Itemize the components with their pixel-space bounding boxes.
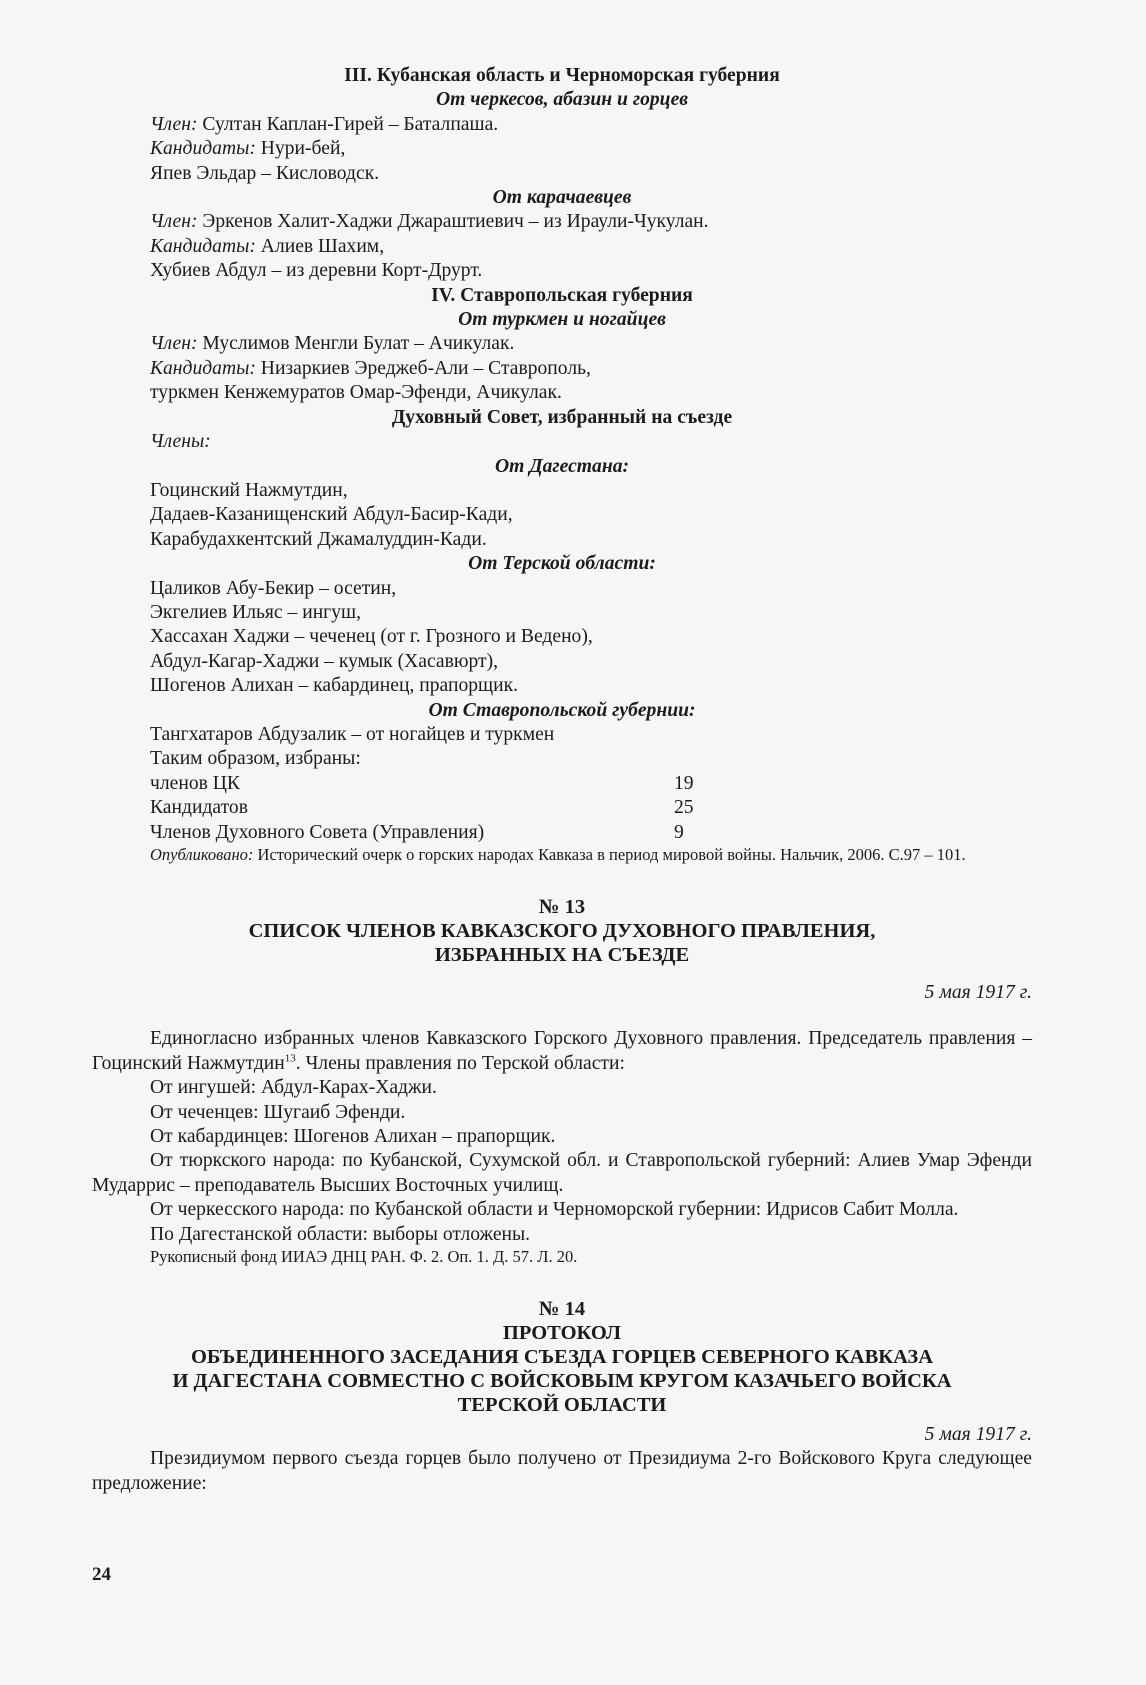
section3-candidates2 — [92, 235, 1032, 259]
footnote-ref: 13 — [284, 1052, 296, 1065]
section3-heading: III. Кубанская область и Черноморская губерния — [344, 65, 780, 86]
council-dagestan-heading: От Дагестана: — [494, 455, 630, 477]
doc14-title-line2: ОБЪЕДИНЕННОГО ЗАСЕДАНИЯ СЪЕЗДА ГОРЦЕВ СЕВЕРНОГО КАВКАЗА — [190, 1346, 934, 1369]
council-terek-4: Шогенов Алихан – кабардинец, прапорщик. — [150, 675, 519, 697]
section4-group-heading: От туркмен и ногайцев — [458, 309, 666, 331]
section4-member — [92, 332, 1032, 356]
doc13-source: Рукописный фонд ИИАЭ ДНЦ РАН. Ф. 2. Оп. 1. Д. 57. Л. 20. — [150, 1247, 578, 1267]
doc13-paragraph4: По Дагестанской области: выборы отложены. — [150, 1223, 531, 1245]
doc13-date: 5 мая 1917 г. — [924, 982, 1032, 1003]
council-stavropol-heading: От Ставропольской губернии: — [428, 699, 696, 721]
member-name: Эркенов Халит-Хаджи Джараштиевич – из Ираули-Чукулан. — [202, 211, 709, 233]
summary-value: 19 — [674, 772, 694, 794]
section3-candidate1b: Япев Эльдар – Кисловодск. — [150, 162, 380, 184]
doc13-title-line2: ИЗБРАННЫХ НА СЪЕЗДЕ — [434, 944, 690, 966]
doc13-line-1: От чеченцев: Шугаиб Эфенди. — [150, 1101, 406, 1123]
summary-row — [92, 796, 1032, 820]
council-dagestan-0: Гоцинский Нажмутдин, — [150, 479, 348, 501]
council-terek-heading: От Терской области: — [468, 553, 656, 575]
council-members-label: Члены: — [150, 431, 211, 453]
section3-candidates1 — [92, 137, 1032, 161]
summary-label: Кандидатов — [150, 797, 248, 819]
doc13-number: № 13 — [538, 896, 586, 918]
council-heading: Духовный Совет, избранный на съезде — [391, 406, 733, 428]
council-stavropol: Тангхатаров Абдузалик – от ногайцев и туркмен — [150, 723, 555, 745]
doc14-title-line1: ПРОТОКОЛ — [502, 1322, 622, 1345]
summary-row — [92, 821, 1032, 845]
candidates-label: Кандидаты: — [150, 357, 256, 379]
doc14-paragraph1: Президиумом первого съезда горцев было получено от Президиума 2-го Войскового Круга следующее предложение: — [92, 1448, 1032, 1494]
member-name: Султан Каплан-Гирей – Баталпаша. — [202, 113, 499, 135]
published-note — [92, 845, 1032, 865]
doc13-p1-tail: . Члены правления по Терской области: — [295, 1052, 625, 1074]
section3-group2-heading: От карачаевцев — [492, 187, 632, 209]
doc13-paragraph1 — [92, 1027, 1032, 1076]
council-terek-0: Цаликов Абу-Бекир – осетин, — [150, 577, 397, 599]
page-number: 24 — [92, 1564, 111, 1585]
doc14-title-line4: ТЕРСКОЙ ОБЛАСТИ — [457, 1394, 667, 1417]
doc13-title-line1: СПИСОК ЧЛЕНОВ КАВКАЗСКОГО ДУХОВНОГО ПРАВЛЕНИЯ, — [248, 920, 876, 942]
section3-member2 — [92, 210, 1032, 234]
candidate-name: Нури-бей, — [260, 138, 346, 160]
doc13-p1-text: Единогласно избранных членов Кавказского Горского Духовного правления. Председатель правления – Гоцинский Нажмутдин — [92, 1028, 1032, 1074]
doc14-number: № 14 — [538, 1298, 586, 1321]
section3-group1-heading: От черкесов, абазин и горцев — [435, 89, 689, 111]
section4-candidate-b: туркмен Кенжемуратов Омар-Эфенди, Ачикулак. — [150, 382, 562, 404]
section3-candidate2b: Хубиев Абдул – из деревни Корт-Друрт. — [150, 260, 483, 282]
published-label: Опубликовано: — [150, 845, 254, 864]
candidates-label: Кандидаты: — [150, 138, 256, 160]
council-terek-3: Абдул-Кагар-Хаджи – кумык (Хасавюрт), — [150, 650, 499, 672]
member-label: Член: — [150, 211, 198, 233]
summary-label: членов ЦК — [150, 772, 240, 794]
summary-intro: Таким образом, избраны: — [150, 748, 361, 770]
member-name: Муслимов Менгли Булат – Ачикулак. — [202, 333, 515, 355]
doc13-paragraph3: От черкесского народа: по Кубанской области и Черноморской губернии: Идрисов Сабит Молла. — [150, 1199, 959, 1221]
section4-candidates — [92, 357, 1032, 381]
text-column — [92, 64, 1032, 1496]
summary-row — [92, 772, 1032, 796]
summary-label: Членов Духовного Совета (Управления) — [150, 821, 485, 843]
published-text: Исторический очерк о горских народах Кавказа в период мировой войны. Нальчик, 2006. С.97 – 101. — [253, 845, 966, 864]
council-dagestan-1: Дадаев-Казанищенский Абдул-Басир-Кади, — [150, 504, 513, 526]
member-label: Член: — [150, 333, 198, 355]
candidate-name: Алиев Шахим, — [260, 235, 385, 257]
section3-member1 — [92, 113, 1032, 137]
summary-value: 9 — [674, 821, 684, 843]
doc14-date: 5 мая 1917 г. — [924, 1424, 1032, 1446]
council-terek-2: Хассахан Хаджи – чеченец (от г. Грозного и Ведено), — [150, 626, 593, 648]
candidates-label: Кандидаты: — [150, 235, 256, 257]
council-terek-1: Экгелиев Ильяс – ингуш, — [150, 601, 361, 623]
summary-value: 25 — [674, 797, 694, 819]
candidate-name: Низаркиев Эреджеб-Али – Ставрополь, — [260, 357, 591, 379]
doc13-line-2: От кабардинцев: Шогенов Алихан – прапорщик. — [150, 1126, 556, 1148]
member-label: Член: — [150, 113, 198, 135]
doc13-paragraph2: От тюркского народа: по Кубанской, Сухумской обл. и Ставропольской губерний: Алиев Умар Эфенди Мударрис – преподаватель Высших Восточных училищ. — [92, 1150, 1032, 1196]
doc14-title-line3: И ДАГЕСТАНА СОВМЕСТНО С ВОЙСКОВЫМ КРУГОМ КАЗАЧЬЕГО ВОЙСКА — [172, 1370, 952, 1393]
section4-heading: IV. Ставропольская губерния — [431, 284, 693, 306]
council-dagestan-2: Карабудахкентский Джамалуддин-Кади. — [150, 528, 487, 550]
doc13-line-0: От ингушей: Абдул-Карах-Хаджи. — [150, 1077, 437, 1099]
